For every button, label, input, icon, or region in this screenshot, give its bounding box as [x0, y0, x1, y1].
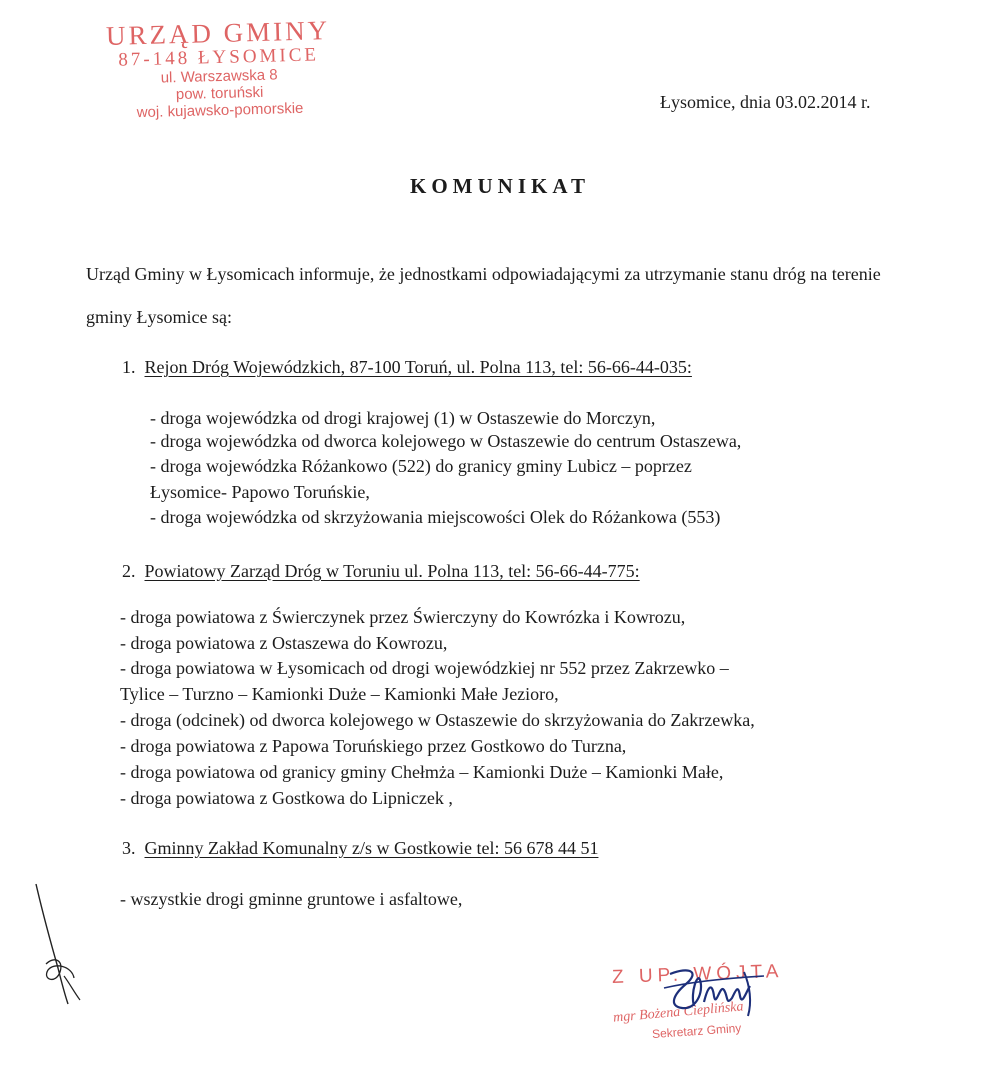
- document-title: KOMUNIKAT: [410, 174, 590, 198]
- margin-initials-mark: [28, 880, 88, 1020]
- list-item: Tylice – Turzno – Kamionki Duże – Kamionki Małe Jezioro,: [120, 684, 559, 704]
- list-item: - droga powiatowa z Świerczynek przez Świerczyny do Kowrózka i Kowrozu,: [120, 607, 686, 627]
- section-number: 2.: [122, 561, 136, 581]
- signatory-name: mgr Bożena Cieplińska: [612, 999, 745, 1026]
- stamp-line-1: URZĄD GMINY: [105, 15, 331, 51]
- list-item: - droga (odcinek) od dworca kolejowego w Ostaszewie do skrzyżowania do Zakrzewka,: [120, 710, 755, 730]
- list-item: - droga powiatowa z Ostaszewa do Kowrozu,: [120, 633, 448, 653]
- section-number: 1.: [122, 357, 136, 377]
- stamp-line-2: 87-148 ŁYSOMICE: [118, 44, 320, 71]
- list-item: - wszystkie drogi gminne gruntowe i asfaltowe,: [120, 889, 463, 909]
- section-heading-2: [122, 561, 640, 582]
- list-item: - droga powiatowa w Łysomicach od drogi wojewódzkiej nr 552 przez Zakrzewko –: [120, 658, 729, 678]
- list-item: - droga wojewódzka Różankowo (522) do granicy gminy Lubicz – poprzez: [150, 456, 692, 476]
- list-item: - droga wojewódzka od drogi krajowej (1) w Ostaszewie do Morczyn,: [150, 408, 656, 428]
- list-item: - droga wojewódzka od skrzyżowania miejscowości Olek do Różankowa (553): [150, 507, 721, 527]
- signatory-role: Sekretarz Gminy: [651, 1020, 742, 1042]
- section-heading-1: [122, 357, 692, 378]
- list-item: - droga powiatowa z Papowa Toruńskiego przez Gostkowo do Turzna,: [120, 736, 627, 756]
- stamp-line-3: ul. Warszawska 8: [160, 66, 278, 87]
- handwritten-signature: [660, 962, 770, 1020]
- place-date: Łysomice, dnia 03.02.2014 r.: [660, 92, 871, 112]
- list-item: Łysomice- Papowo Toruńskie,: [150, 482, 370, 502]
- section-heading-text: Rejon Dróg Wojewódzkich, 87-100 Toruń, ul. Polna 113, tel: 56-66-44-035:: [144, 357, 692, 377]
- section-heading-text: Gminny Zakład Komunalny z/s w Gostkowie tel: 56 678 44 51: [144, 838, 599, 858]
- stamp-line-5: woj. kujawsko-pomorskie: [136, 99, 304, 122]
- section-heading-text: Powiatowy Zarząd Dróg w Toruniu ul. Polna 113, tel: 56-66-44-775:: [144, 561, 640, 581]
- office-stamp: [83, 14, 356, 123]
- list-item: - droga wojewódzka od dworca kolejowego w Ostaszewie do centrum Ostaszewa,: [150, 431, 742, 451]
- list-item: - droga powiatowa z Gostkowa do Lipniczek ,: [120, 788, 453, 808]
- intro-paragraph: Urząd Gminy w Łysomicach informuje, że jednostkami odpowiadającymi za utrzymanie stanu dróg na terenie gminy Łysomice są:: [86, 264, 881, 327]
- signature-stamp-authority: Z UP. WÓJTA: [611, 961, 784, 988]
- section-number: 3.: [122, 838, 136, 858]
- section-heading-3: [122, 838, 598, 859]
- list-item: - droga powiatowa od granicy gminy Chełmża – Kamionki Duże – Kamionki Małe,: [120, 762, 724, 782]
- stamp-line-4: pow. toruński: [175, 83, 264, 104]
